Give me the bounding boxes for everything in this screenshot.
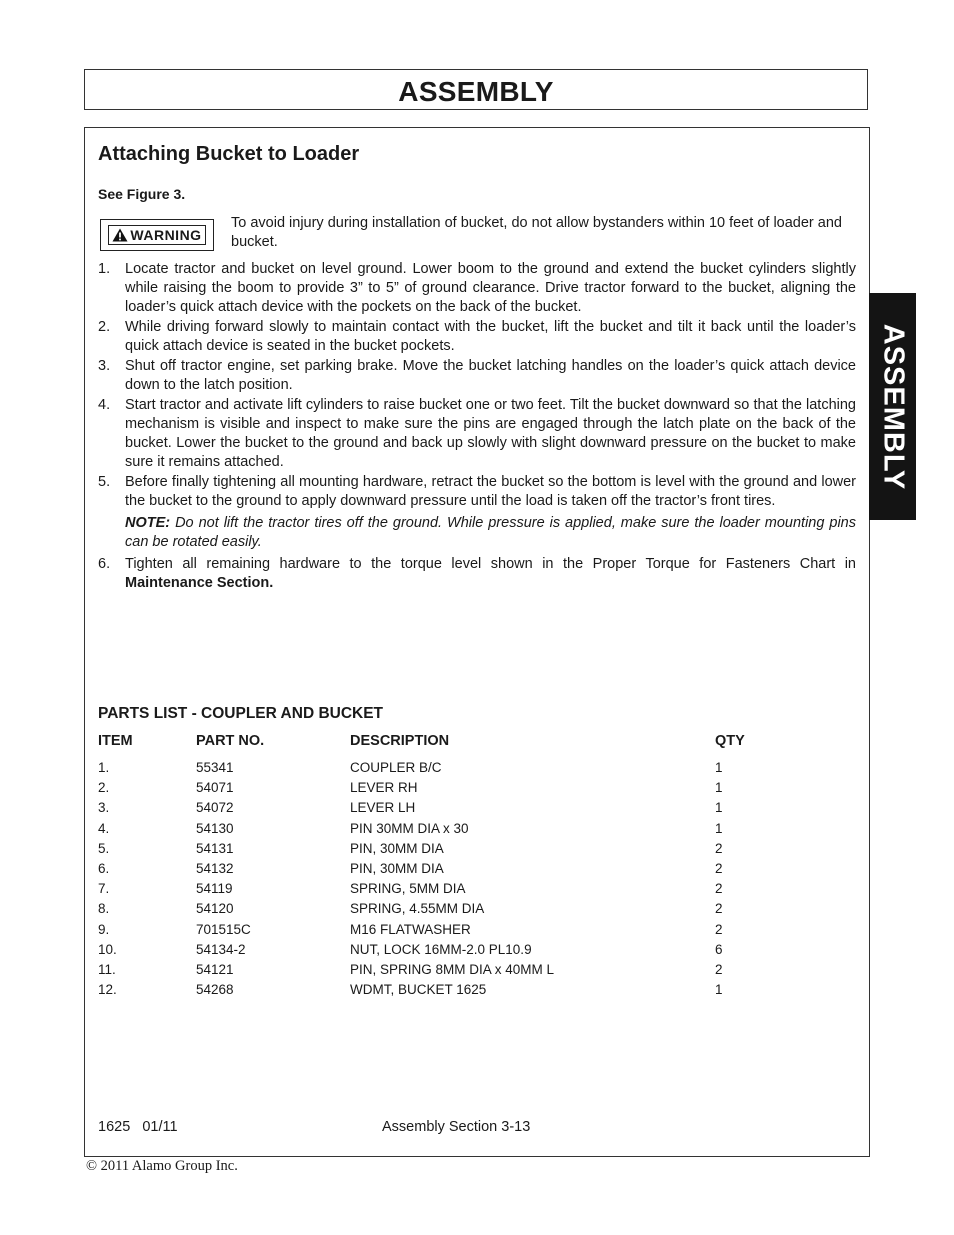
cell-item: 10. [98, 941, 117, 957]
cell-description: M16 FLATWASHER [350, 921, 471, 937]
cell-description: SPRING, 5MM DIA [350, 881, 466, 897]
step-item [98, 260, 856, 317]
cell-part-no: 54131 [196, 840, 234, 856]
cell-description: COUPLER B/C [350, 760, 442, 775]
step-number: 4. [98, 397, 111, 413]
cell-description: SPRING, 4.55MM DIA [350, 901, 485, 917]
cell-item: 2. [98, 780, 110, 796]
cell-part-no: 54130 [196, 820, 234, 836]
footer-section-page: Assembly Section 3-13 [382, 1119, 531, 1135]
cell-qty: 2 [715, 840, 723, 856]
table-row [98, 760, 858, 780]
cell-description: PIN, 30MM DIA [350, 860, 444, 876]
header-part-no: PART NO. [196, 733, 265, 749]
step-number: 3. [98, 358, 111, 374]
step-number: 6. [98, 556, 111, 572]
header-qty: QTY [715, 733, 745, 749]
header-description: DESCRIPTION [350, 733, 450, 749]
cell-qty: 1 [715, 800, 723, 816]
cell-description: PIN, SPRING 8MM DIA x 40MM L [350, 961, 555, 977]
step-text: While driving forward slowly to maintain contact with the bucket, lift the bucket and tilt it back until the loader’s quick attach device is seated in the bucket pockets. [125, 319, 856, 354]
table-row [98, 881, 858, 901]
cell-qty: 2 [715, 961, 723, 977]
cell-item: 1. [98, 760, 110, 775]
step-text: Tighten all remaining hardware to the torque level shown in the Proper Torque for Fasteners Chart in [125, 556, 856, 572]
cell-item: 6. [98, 860, 110, 876]
step-item [98, 396, 856, 472]
table-row [98, 922, 858, 942]
cell-qty: 2 [715, 860, 723, 876]
cell-description: NUT, LOCK 16MM-2.0 PL10.9 [350, 941, 532, 957]
cell-qty: 1 [715, 760, 723, 775]
page-header-title: ASSEMBLY [398, 76, 554, 107]
cell-item: 4. [98, 820, 110, 836]
parts-list-title: PARTS LIST - COUPLER AND BUCKET [98, 705, 384, 722]
step-item [98, 473, 856, 511]
table-row [98, 821, 858, 841]
table-row [98, 942, 858, 962]
note-label: NOTE: [125, 515, 171, 531]
note-text: Do not lift the tractor tires off the ground. While pressure is applied, make sure the loader mounting pins can be rotated easily. [125, 515, 856, 550]
parts-table-header [98, 733, 858, 760]
table-row [98, 780, 858, 800]
cell-part-no: 54119 [196, 881, 233, 897]
cell-qty: 1 [715, 780, 723, 796]
table-row [98, 982, 858, 1002]
step-item [98, 555, 856, 593]
step-text: Locate tractor and bucket on level ground. Lower boom to the ground and extend the bucket cylinders slightly while raising the boom to provide 3” to 5” of ground clearance. Drive tractor forward to the bucket, aligning the loader’s quick attach device with the pockets on the back of the bucket. [125, 261, 856, 315]
table-row [98, 841, 858, 861]
step-number: 1. [98, 261, 111, 277]
cell-part-no: 54121 [196, 961, 234, 977]
step-text: Start tractor and activate lift cylinders to raise bucket one or two feet. Tilt the bucket downward so that the latching mechanism is visible and inspect to make sure the pins are engaged through the latch plate on the back of the bucket. Lower the bucket to the ground and back up slowly with slight downward pressure on the bucket to make sure it remains attached. [125, 397, 856, 470]
section-title: Attaching Bucket to Loader [98, 143, 360, 165]
warning-badge [100, 219, 214, 251]
side-tab-label: ASSEMBLY [877, 323, 909, 490]
warning-triangle-icon [112, 228, 128, 242]
footer-model-date: 1625 01/11 [98, 1119, 178, 1135]
cell-qty: 1 [715, 982, 723, 998]
cell-part-no: 54071 [196, 780, 234, 796]
cell-part-no: 54134-2 [196, 941, 246, 957]
cell-part-no: 54132 [196, 860, 234, 876]
header-box [84, 69, 868, 110]
see-figure-ref: See Figure 3. [98, 186, 186, 202]
cell-item: 3. [98, 800, 110, 816]
table-row [98, 800, 858, 820]
step-text: Shut off tractor engine, set parking brake. Move the bucket latching handles on the loader’s quick attach device down to the latch position. [125, 358, 856, 393]
cell-description: WDMT, BUCKET 1625 [350, 982, 487, 998]
table-row [98, 901, 858, 921]
cell-part-no: 54120 [196, 901, 234, 917]
cell-part-no: 55341 [196, 760, 234, 775]
cell-item: 5. [98, 840, 110, 856]
note [98, 514, 856, 552]
step-item [98, 357, 856, 395]
step-number: 5. [98, 474, 111, 490]
cell-qty: 2 [715, 901, 723, 917]
table-row [98, 861, 858, 881]
warning-label: WARNING [130, 227, 202, 243]
cell-description: LEVER LH [350, 800, 416, 816]
side-tab [869, 293, 916, 520]
cell-item: 11. [98, 961, 116, 977]
cell-qty: 2 [715, 881, 723, 897]
cell-item: 7. [98, 881, 110, 897]
cell-item: 8. [98, 901, 110, 917]
table-row [98, 962, 858, 982]
cell-qty: 1 [715, 820, 723, 836]
cell-part-no: 701515C [196, 921, 251, 937]
step-text: Before finally tightening all mounting hardware, retract the bucket so the bottom is level with the ground and lower the bucket to the ground to apply downward pressure until the load is taken off the tractor’s front tires. [125, 474, 856, 509]
cell-part-no: 54072 [196, 800, 234, 816]
header-item: ITEM [98, 733, 133, 749]
copyright: © 2011 Alamo Group Inc. [86, 1158, 238, 1174]
steps-list [98, 260, 856, 594]
step-text-bold: Maintenance Section. [125, 575, 274, 591]
step-number: 2. [98, 319, 111, 335]
cell-description: PIN, 30MM DIA [350, 840, 444, 856]
warning-text: To avoid injury during installation of bucket, do not allow bystanders within 10 feet of loader and bucket. [231, 215, 842, 250]
step-item [98, 318, 856, 356]
cell-description: LEVER RH [350, 780, 418, 796]
cell-part-no: 54268 [196, 982, 234, 998]
cell-item: 9. [98, 921, 110, 937]
cell-description: PIN 30MM DIA x 30 [350, 820, 469, 836]
cell-qty: 2 [715, 921, 723, 937]
parts-table [98, 733, 858, 1002]
cell-item: 12. [98, 982, 117, 998]
cell-qty: 6 [715, 941, 723, 957]
